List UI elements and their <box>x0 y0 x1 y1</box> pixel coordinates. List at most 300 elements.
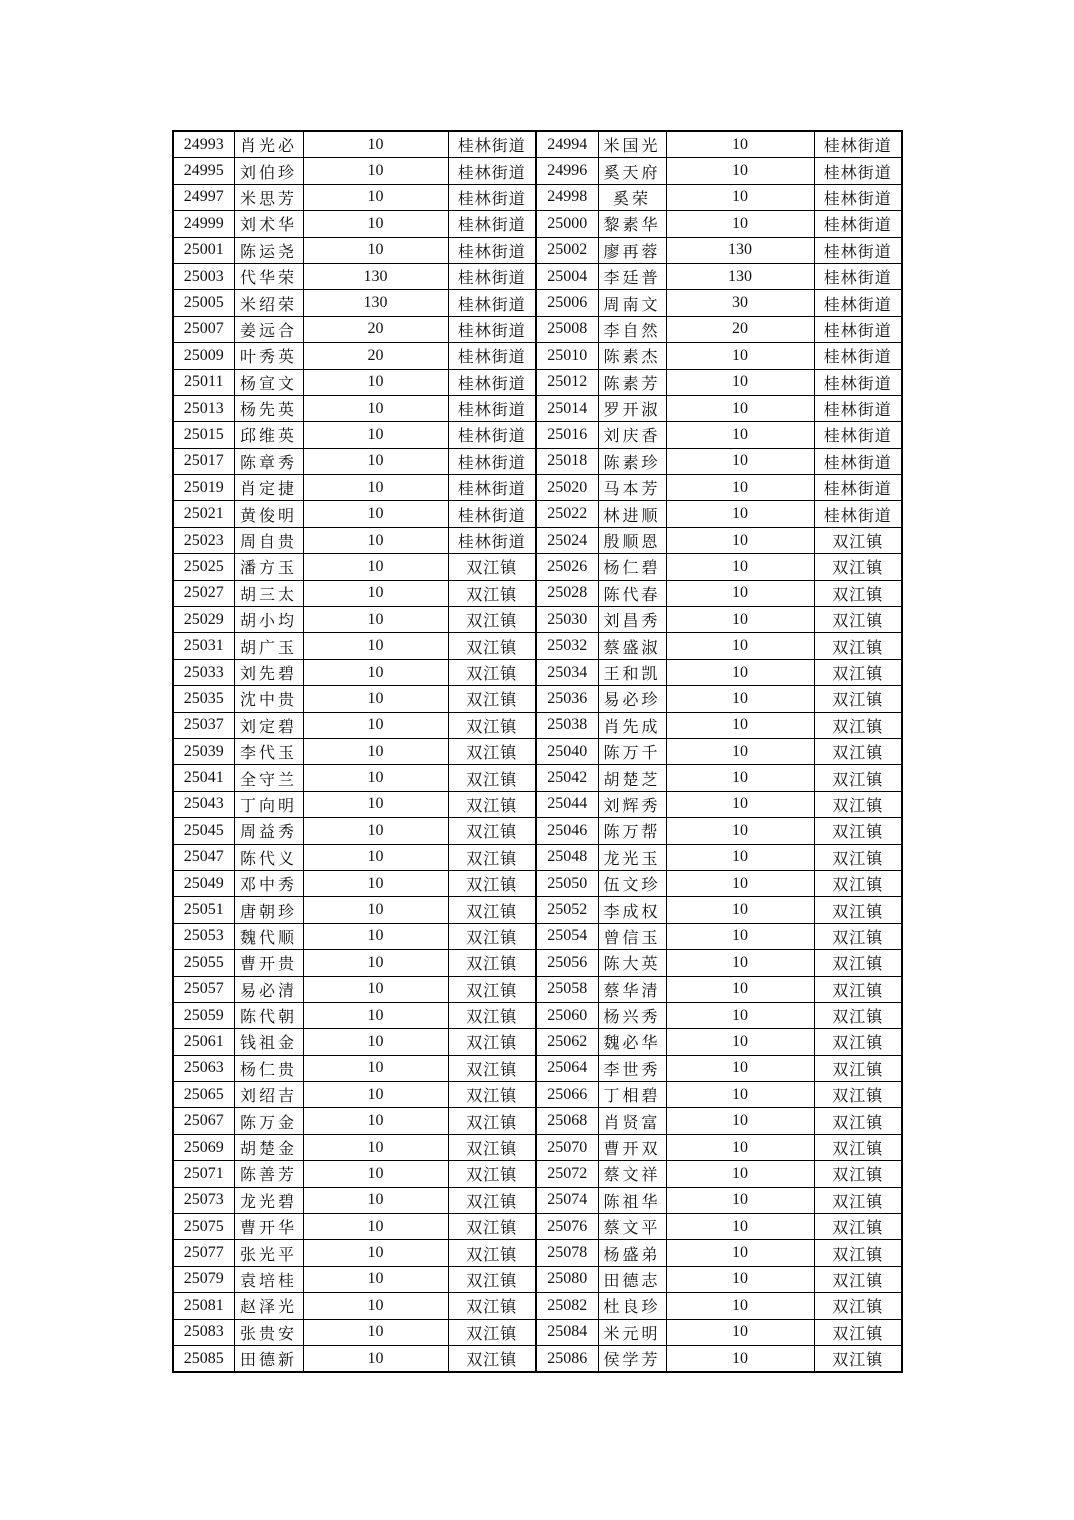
place-cell: 双江镇 <box>814 791 902 817</box>
id-cell: 25014 <box>536 395 598 421</box>
place-cell: 双江镇 <box>448 1002 536 1028</box>
name-cell: 陈万金 <box>234 1108 303 1134</box>
id-cell: 25054 <box>536 923 598 949</box>
place-cell: 双江镇 <box>448 738 536 764</box>
amount-cell: 10 <box>666 1319 814 1345</box>
place-cell: 双江镇 <box>448 607 536 633</box>
table-row <box>173 158 902 184</box>
amount-cell: 10 <box>303 1293 448 1319</box>
table-row <box>173 237 902 263</box>
id-cell: 24994 <box>536 131 598 158</box>
name-cell: 廖再蓉 <box>598 237 666 263</box>
id-cell: 25060 <box>536 1002 598 1028</box>
place-cell: 桂林街道 <box>448 501 536 527</box>
place-cell: 双江镇 <box>814 1293 902 1319</box>
name-cell: 陈素芳 <box>598 369 666 395</box>
name-cell: 侯学芳 <box>598 1345 666 1372</box>
amount-cell: 10 <box>303 554 448 580</box>
place-cell: 桂林街道 <box>814 316 902 342</box>
table-row <box>173 184 902 210</box>
id-cell: 25045 <box>173 818 234 844</box>
id-cell: 25059 <box>173 1002 234 1028</box>
id-cell: 25046 <box>536 818 598 844</box>
name-cell: 肖光必 <box>234 131 303 158</box>
name-cell: 刘昌秀 <box>598 607 666 633</box>
name-cell: 龙光碧 <box>234 1187 303 1213</box>
id-cell: 24995 <box>173 158 234 184</box>
name-cell: 魏必华 <box>598 1029 666 1055</box>
amount-cell: 130 <box>666 237 814 263</box>
name-cell: 米绍荣 <box>234 290 303 316</box>
name-cell: 叶秀英 <box>234 343 303 369</box>
id-cell: 25083 <box>173 1319 234 1345</box>
table-row <box>173 580 902 606</box>
name-cell: 张光平 <box>234 1240 303 1266</box>
id-cell: 25071 <box>173 1161 234 1187</box>
name-cell: 周自贵 <box>234 527 303 553</box>
table-row <box>173 1214 902 1240</box>
place-cell: 桂林街道 <box>814 369 902 395</box>
id-cell: 25004 <box>536 263 598 289</box>
place-cell: 桂林街道 <box>814 448 902 474</box>
amount-cell: 10 <box>666 184 814 210</box>
place-cell: 桂林街道 <box>448 263 536 289</box>
name-cell: 杨盛弟 <box>598 1240 666 1266</box>
amount-cell: 10 <box>666 158 814 184</box>
place-cell: 双江镇 <box>814 1134 902 1160</box>
place-cell: 桂林街道 <box>448 316 536 342</box>
table-row <box>173 791 902 817</box>
id-cell: 25049 <box>173 870 234 896</box>
id-cell: 25000 <box>536 211 598 237</box>
place-cell: 桂林街道 <box>448 475 536 501</box>
id-cell: 25015 <box>173 422 234 448</box>
amount-cell: 10 <box>666 1266 814 1292</box>
amount-cell: 10 <box>303 950 448 976</box>
id-cell: 25082 <box>536 1293 598 1319</box>
amount-cell: 10 <box>666 343 814 369</box>
table-row <box>173 448 902 474</box>
table-row <box>173 870 902 896</box>
name-cell: 田德志 <box>598 1266 666 1292</box>
id-cell: 25006 <box>536 290 598 316</box>
name-cell: 杨仁碧 <box>598 554 666 580</box>
table-row <box>173 1082 902 1108</box>
name-cell: 蔡文祥 <box>598 1161 666 1187</box>
amount-cell: 10 <box>303 870 448 896</box>
amount-cell: 10 <box>666 1002 814 1028</box>
table-row <box>173 395 902 421</box>
name-cell: 李世秀 <box>598 1055 666 1081</box>
amount-cell: 10 <box>666 897 814 923</box>
amount-cell: 10 <box>303 1055 448 1081</box>
name-cell: 代华荣 <box>234 263 303 289</box>
amount-cell: 30 <box>666 290 814 316</box>
name-cell: 易必珍 <box>598 686 666 712</box>
amount-cell: 10 <box>303 395 448 421</box>
amount-cell: 10 <box>666 131 814 158</box>
place-cell: 桂林街道 <box>814 237 902 263</box>
id-cell: 25041 <box>173 765 234 791</box>
table-row <box>173 1266 902 1292</box>
name-cell: 李廷普 <box>598 263 666 289</box>
id-cell: 25036 <box>536 686 598 712</box>
name-cell: 蔡文平 <box>598 1214 666 1240</box>
amount-cell: 10 <box>666 1082 814 1108</box>
place-cell: 双江镇 <box>448 976 536 1002</box>
id-cell: 25055 <box>173 950 234 976</box>
place-cell: 双江镇 <box>448 870 536 896</box>
id-cell: 25017 <box>173 448 234 474</box>
amount-cell: 10 <box>666 1108 814 1134</box>
amount-cell: 10 <box>666 659 814 685</box>
table-row <box>173 554 902 580</box>
id-cell: 25058 <box>536 976 598 1002</box>
place-cell: 双江镇 <box>814 950 902 976</box>
place-cell: 双江镇 <box>814 554 902 580</box>
place-cell: 双江镇 <box>814 633 902 659</box>
place-cell: 双江镇 <box>814 1002 902 1028</box>
amount-cell: 10 <box>666 976 814 1002</box>
name-cell: 邱维英 <box>234 422 303 448</box>
name-cell: 黎素华 <box>598 211 666 237</box>
amount-cell: 10 <box>666 633 814 659</box>
name-cell: 丁向明 <box>234 791 303 817</box>
name-cell: 马本芳 <box>598 475 666 501</box>
place-cell: 双江镇 <box>448 1345 536 1372</box>
place-cell: 双江镇 <box>448 1108 536 1134</box>
table-row <box>173 738 902 764</box>
amount-cell: 10 <box>666 395 814 421</box>
name-cell: 丁相碧 <box>598 1082 666 1108</box>
table-row <box>173 343 902 369</box>
id-cell: 25062 <box>536 1029 598 1055</box>
name-cell: 胡广玉 <box>234 633 303 659</box>
place-cell: 桂林街道 <box>814 475 902 501</box>
amount-cell: 10 <box>666 950 814 976</box>
id-cell: 24998 <box>536 184 598 210</box>
name-cell: 曹开华 <box>234 1214 303 1240</box>
name-cell: 李代玉 <box>234 738 303 764</box>
table-row <box>173 1029 902 1055</box>
id-cell: 25078 <box>536 1240 598 1266</box>
place-cell: 双江镇 <box>814 1319 902 1345</box>
name-cell: 胡楚芝 <box>598 765 666 791</box>
place-cell: 双江镇 <box>448 1214 536 1240</box>
id-cell: 25024 <box>536 527 598 553</box>
place-cell: 桂林街道 <box>448 369 536 395</box>
amount-cell: 10 <box>303 1214 448 1240</box>
name-cell: 陈万千 <box>598 738 666 764</box>
amount-cell: 10 <box>666 527 814 553</box>
place-cell: 双江镇 <box>814 1187 902 1213</box>
id-cell: 25022 <box>536 501 598 527</box>
table-row <box>173 1161 902 1187</box>
place-cell: 桂林街道 <box>814 422 902 448</box>
amount-cell: 130 <box>303 263 448 289</box>
name-cell: 肖先成 <box>598 712 666 738</box>
id-cell: 25061 <box>173 1029 234 1055</box>
place-cell: 桂林街道 <box>448 527 536 553</box>
place-cell: 桂林街道 <box>814 263 902 289</box>
place-cell: 双江镇 <box>814 659 902 685</box>
table-row <box>173 818 902 844</box>
amount-cell: 10 <box>666 554 814 580</box>
name-cell: 唐朝珍 <box>234 897 303 923</box>
name-cell: 殷顺恩 <box>598 527 666 553</box>
id-cell: 25033 <box>173 659 234 685</box>
place-cell: 双江镇 <box>814 527 902 553</box>
name-cell: 米思芳 <box>234 184 303 210</box>
amount-cell: 10 <box>666 765 814 791</box>
table-row <box>173 659 902 685</box>
id-cell: 25063 <box>173 1055 234 1081</box>
name-cell: 米元明 <box>598 1319 666 1345</box>
amount-cell: 10 <box>303 1108 448 1134</box>
name-cell: 杨仁贵 <box>234 1055 303 1081</box>
amount-cell: 10 <box>303 211 448 237</box>
place-cell: 双江镇 <box>448 950 536 976</box>
id-cell: 25025 <box>173 554 234 580</box>
table-row <box>173 923 902 949</box>
id-cell: 25081 <box>173 1293 234 1319</box>
name-cell: 陈代义 <box>234 844 303 870</box>
table-row <box>173 1293 902 1319</box>
amount-cell: 10 <box>666 1161 814 1187</box>
place-cell: 双江镇 <box>448 633 536 659</box>
name-cell: 刘先碧 <box>234 659 303 685</box>
amount-cell: 10 <box>666 1055 814 1081</box>
amount-cell: 10 <box>666 1214 814 1240</box>
place-cell: 双江镇 <box>448 1266 536 1292</box>
amount-cell: 10 <box>666 712 814 738</box>
amount-cell: 10 <box>666 844 814 870</box>
place-cell: 双江镇 <box>448 554 536 580</box>
table-row <box>173 369 902 395</box>
amount-cell: 10 <box>303 131 448 158</box>
place-cell: 桂林街道 <box>448 211 536 237</box>
name-cell: 王和凯 <box>598 659 666 685</box>
id-cell: 25012 <box>536 369 598 395</box>
amount-cell: 10 <box>303 158 448 184</box>
place-cell: 双江镇 <box>448 791 536 817</box>
id-cell: 25066 <box>536 1082 598 1108</box>
amount-cell: 10 <box>666 818 814 844</box>
place-cell: 双江镇 <box>448 712 536 738</box>
amount-cell: 10 <box>666 369 814 395</box>
amount-cell: 10 <box>666 1345 814 1372</box>
place-cell: 双江镇 <box>448 1293 536 1319</box>
table-row <box>173 686 902 712</box>
name-cell: 张贵安 <box>234 1319 303 1345</box>
name-cell: 沈中贵 <box>234 686 303 712</box>
amount-cell: 10 <box>303 237 448 263</box>
amount-cell: 10 <box>303 1345 448 1372</box>
id-cell: 25013 <box>173 395 234 421</box>
place-cell: 双江镇 <box>448 659 536 685</box>
place-cell: 双江镇 <box>448 1319 536 1345</box>
name-cell: 杨宣文 <box>234 369 303 395</box>
name-cell: 陈万帮 <box>598 818 666 844</box>
place-cell: 双江镇 <box>448 897 536 923</box>
table-row <box>173 976 902 1002</box>
name-cell: 陈运尧 <box>234 237 303 263</box>
amount-cell: 10 <box>303 1266 448 1292</box>
name-cell: 魏代顺 <box>234 923 303 949</box>
place-cell: 双江镇 <box>448 923 536 949</box>
amount-cell: 10 <box>303 1002 448 1028</box>
place-cell: 双江镇 <box>814 1108 902 1134</box>
table-row <box>173 607 902 633</box>
amount-cell: 10 <box>303 501 448 527</box>
id-cell: 25076 <box>536 1214 598 1240</box>
amount-cell: 10 <box>666 475 814 501</box>
amount-cell: 10 <box>666 211 814 237</box>
table-row <box>173 1240 902 1266</box>
amount-cell: 10 <box>303 633 448 659</box>
id-cell: 25039 <box>173 738 234 764</box>
amount-cell: 20 <box>303 316 448 342</box>
id-cell: 25005 <box>173 290 234 316</box>
amount-cell: 10 <box>303 659 448 685</box>
name-cell: 陈善芳 <box>234 1161 303 1187</box>
place-cell: 双江镇 <box>814 1240 902 1266</box>
table-body <box>173 131 902 1372</box>
id-cell: 25064 <box>536 1055 598 1081</box>
id-cell: 25069 <box>173 1134 234 1160</box>
table-row <box>173 712 902 738</box>
place-cell: 双江镇 <box>448 1187 536 1213</box>
place-cell: 双江镇 <box>448 1134 536 1160</box>
id-cell: 25043 <box>173 791 234 817</box>
id-cell: 25021 <box>173 501 234 527</box>
name-cell: 李自然 <box>598 316 666 342</box>
place-cell: 双江镇 <box>814 897 902 923</box>
amount-cell: 10 <box>303 1319 448 1345</box>
id-cell: 24996 <box>536 158 598 184</box>
amount-cell: 10 <box>666 580 814 606</box>
amount-cell: 10 <box>666 686 814 712</box>
name-cell: 陈代朝 <box>234 1002 303 1028</box>
amount-cell: 130 <box>303 290 448 316</box>
id-cell: 25034 <box>536 659 598 685</box>
place-cell: 双江镇 <box>814 686 902 712</box>
name-cell: 陈大英 <box>598 950 666 976</box>
id-cell: 25048 <box>536 844 598 870</box>
amount-cell: 10 <box>303 686 448 712</box>
place-cell: 桂林街道 <box>814 158 902 184</box>
name-cell: 曹开双 <box>598 1134 666 1160</box>
amount-cell: 10 <box>666 791 814 817</box>
id-cell: 25026 <box>536 554 598 580</box>
amount-cell: 10 <box>303 580 448 606</box>
id-cell: 25028 <box>536 580 598 606</box>
amount-cell: 10 <box>303 1134 448 1160</box>
place-cell: 双江镇 <box>448 1161 536 1187</box>
place-cell: 双江镇 <box>814 1082 902 1108</box>
id-cell: 25047 <box>173 844 234 870</box>
name-cell: 刘定碧 <box>234 712 303 738</box>
id-cell: 25040 <box>536 738 598 764</box>
name-cell: 刘伯珍 <box>234 158 303 184</box>
id-cell: 25027 <box>173 580 234 606</box>
id-cell: 25073 <box>173 1187 234 1213</box>
table-row <box>173 1134 902 1160</box>
id-cell: 25085 <box>173 1345 234 1372</box>
id-cell: 25051 <box>173 897 234 923</box>
amount-cell: 10 <box>303 475 448 501</box>
name-cell: 易必清 <box>234 976 303 1002</box>
id-cell: 25056 <box>536 950 598 976</box>
place-cell: 双江镇 <box>448 818 536 844</box>
place-cell: 桂林街道 <box>448 237 536 263</box>
place-cell: 双江镇 <box>814 738 902 764</box>
name-cell: 刘术华 <box>234 211 303 237</box>
table-row <box>173 1319 902 1345</box>
amount-cell: 10 <box>666 923 814 949</box>
place-cell: 桂林街道 <box>448 422 536 448</box>
name-cell: 林进顺 <box>598 501 666 527</box>
place-cell: 双江镇 <box>448 765 536 791</box>
id-cell: 25065 <box>173 1082 234 1108</box>
name-cell: 周南文 <box>598 290 666 316</box>
table-row <box>173 1345 902 1372</box>
id-cell: 25042 <box>536 765 598 791</box>
table-row <box>173 844 902 870</box>
name-cell: 奚天府 <box>598 158 666 184</box>
id-cell: 25052 <box>536 897 598 923</box>
table-row <box>173 501 902 527</box>
amount-cell: 10 <box>666 870 814 896</box>
amount-cell: 10 <box>303 1161 448 1187</box>
name-cell: 龙光玉 <box>598 844 666 870</box>
place-cell: 双江镇 <box>814 580 902 606</box>
place-cell: 双江镇 <box>448 844 536 870</box>
id-cell: 25057 <box>173 976 234 1002</box>
id-cell: 25031 <box>173 633 234 659</box>
amount-cell: 130 <box>666 263 814 289</box>
table-row <box>173 1187 902 1213</box>
table-row <box>173 422 902 448</box>
id-cell: 25044 <box>536 791 598 817</box>
place-cell: 双江镇 <box>814 870 902 896</box>
amount-cell: 10 <box>303 607 448 633</box>
table-row <box>173 475 902 501</box>
table-row <box>173 1002 902 1028</box>
id-cell: 25053 <box>173 923 234 949</box>
amount-cell: 10 <box>303 844 448 870</box>
place-cell: 双江镇 <box>814 1029 902 1055</box>
id-cell: 25037 <box>173 712 234 738</box>
table-row <box>173 290 902 316</box>
id-cell: 25068 <box>536 1108 598 1134</box>
id-cell: 25010 <box>536 343 598 369</box>
id-cell: 25084 <box>536 1319 598 1345</box>
amount-cell: 10 <box>303 712 448 738</box>
place-cell: 双江镇 <box>448 580 536 606</box>
id-cell: 25007 <box>173 316 234 342</box>
name-cell: 杨兴秀 <box>598 1002 666 1028</box>
id-cell: 25038 <box>536 712 598 738</box>
id-cell: 25009 <box>173 343 234 369</box>
name-cell: 罗开淑 <box>598 395 666 421</box>
amount-cell: 10 <box>303 448 448 474</box>
amount-cell: 10 <box>303 976 448 1002</box>
name-cell: 陈章秀 <box>234 448 303 474</box>
recipient-table <box>172 130 903 1373</box>
name-cell: 刘庆香 <box>598 422 666 448</box>
name-cell: 米国光 <box>598 131 666 158</box>
